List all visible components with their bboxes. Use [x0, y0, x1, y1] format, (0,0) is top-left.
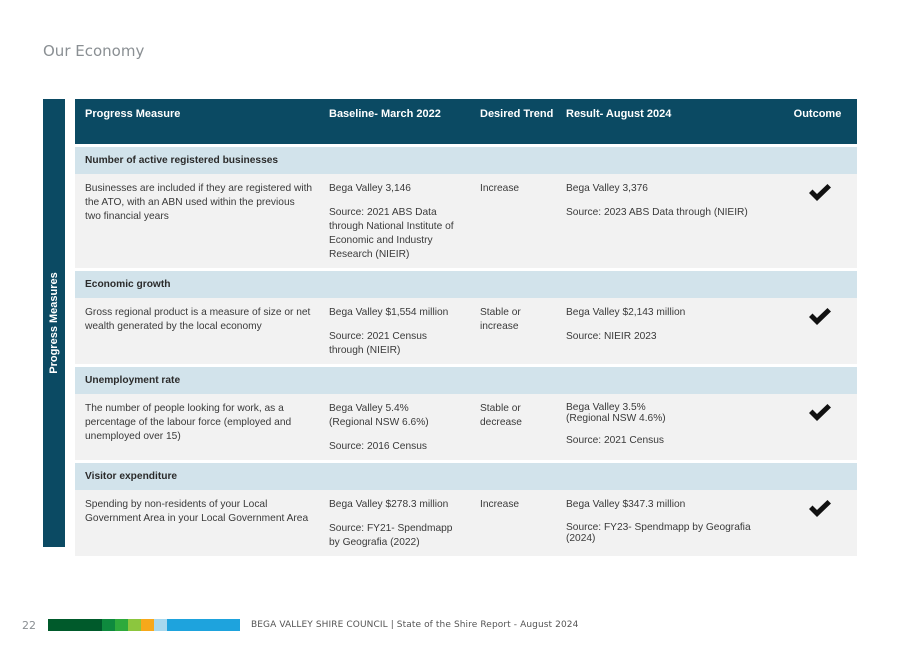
- baseline-cell: [319, 394, 470, 460]
- strip-segment: [167, 619, 240, 631]
- section-row: [75, 271, 857, 298]
- table-header-row: [75, 99, 857, 144]
- header-desired-trend: Desired Trend: [470, 99, 556, 144]
- header-outcome: Outcome: [778, 99, 857, 144]
- section-title: Number of active registered businesses: [75, 147, 857, 174]
- header-result: Result- August 2024: [556, 99, 778, 144]
- outcome-cell: [778, 174, 857, 268]
- measure-description: The number of people looking for work, as a percentage of the labour force (employed and unemployed over 15): [75, 394, 319, 460]
- result-value: Bega Valley $347.3 million: [566, 499, 686, 510]
- result-value-line-1: Bega Valley 3.5%: [566, 402, 646, 413]
- result-value: Bega Valley $2,143 million: [566, 307, 686, 318]
- desired-trend: Increase: [470, 490, 556, 556]
- result-cell: [556, 298, 778, 364]
- baseline-value-line-2: (Regional NSW 6.6%): [329, 417, 429, 428]
- table-row: [75, 174, 857, 268]
- baseline-value: Bega Valley $1,554 million: [329, 307, 449, 318]
- page-number: 22: [22, 619, 36, 632]
- baseline-value: Bega Valley 3,146: [329, 183, 411, 194]
- check-icon: [808, 510, 832, 521]
- desired-trend: Stable or decrease: [470, 394, 556, 460]
- check-icon: [808, 194, 832, 205]
- baseline-value: Bega Valley $278.3 million: [329, 499, 449, 510]
- baseline-source: Source: 2016 Census: [329, 441, 427, 452]
- result-value: [566, 402, 772, 424]
- baseline-cell: [319, 298, 470, 364]
- baseline-source: Source: 2021 ABS Data through National Institute of Economic and Industry Research (NIEIR): [329, 207, 454, 260]
- strip-segment: [128, 619, 141, 631]
- result-cell: [556, 490, 778, 556]
- measure-description: Gross regional product is a measure of size or net wealth generated by the local economy: [75, 298, 319, 364]
- table-row: [75, 298, 857, 364]
- section-title: Visitor expenditure: [75, 463, 857, 490]
- result-value-line-2: (Regional NSW 4.6%): [566, 413, 666, 424]
- outcome-cell: [778, 490, 857, 556]
- outcome-cell: [778, 394, 857, 460]
- section-row: [75, 367, 857, 394]
- strip-segment: [48, 619, 102, 631]
- strip-segment: [141, 619, 154, 631]
- footer-text: BEGA VALLEY SHIRE COUNCIL | State of the Shire Report - August 2024: [251, 620, 579, 630]
- table-row: [75, 490, 857, 556]
- section-row: [75, 463, 857, 490]
- table-row: [75, 394, 857, 460]
- page-title: Our Economy: [43, 42, 145, 60]
- check-icon: [808, 414, 832, 425]
- measure-description: Businesses are included if they are registered with the ATO, with an ABN used within the previous two financial years: [75, 174, 319, 268]
- header-baseline: Baseline- March 2022: [319, 99, 470, 144]
- desired-trend: Stable or increase: [470, 298, 556, 364]
- desired-trend: Increase: [470, 174, 556, 268]
- strip-segment: [102, 619, 115, 631]
- section-row: [75, 147, 857, 174]
- progress-measures-table: [75, 99, 857, 556]
- result-source: Source: FY23- Spendmapp by Geografia (2024): [566, 522, 751, 544]
- baseline-cell: [319, 174, 470, 268]
- strip-segment: [115, 619, 128, 631]
- result-cell: [556, 394, 778, 460]
- result-source: Source: 2021 Census: [566, 435, 664, 446]
- measure-description: Spending by non-residents of your Local Government Area in your Local Government Area: [75, 490, 319, 556]
- footer-color-strip: [48, 619, 240, 631]
- header-progress-measure: Progress Measure: [75, 99, 319, 144]
- side-label: Progress Measures: [48, 272, 60, 374]
- check-icon: [808, 318, 832, 329]
- result-value: Bega Valley 3,376: [566, 183, 648, 194]
- section-title: Economic growth: [75, 271, 857, 298]
- result-source: Source: NIEIR 2023: [566, 331, 657, 342]
- baseline-cell: [319, 490, 470, 556]
- baseline-value-line-1: Bega Valley 5.4%: [329, 403, 409, 414]
- baseline-source: Source: FY21- Spendmapp by Geografia (2022): [329, 523, 453, 548]
- strip-segment: [154, 619, 167, 631]
- baseline-value: [329, 402, 464, 430]
- baseline-source: Source: 2021 Census through (NIEIR): [329, 331, 427, 356]
- result-source: Source: 2023 ABS Data through (NIEIR): [566, 207, 748, 218]
- result-cell: [556, 174, 778, 268]
- outcome-cell: [778, 298, 857, 364]
- section-title: Unemployment rate: [75, 367, 857, 394]
